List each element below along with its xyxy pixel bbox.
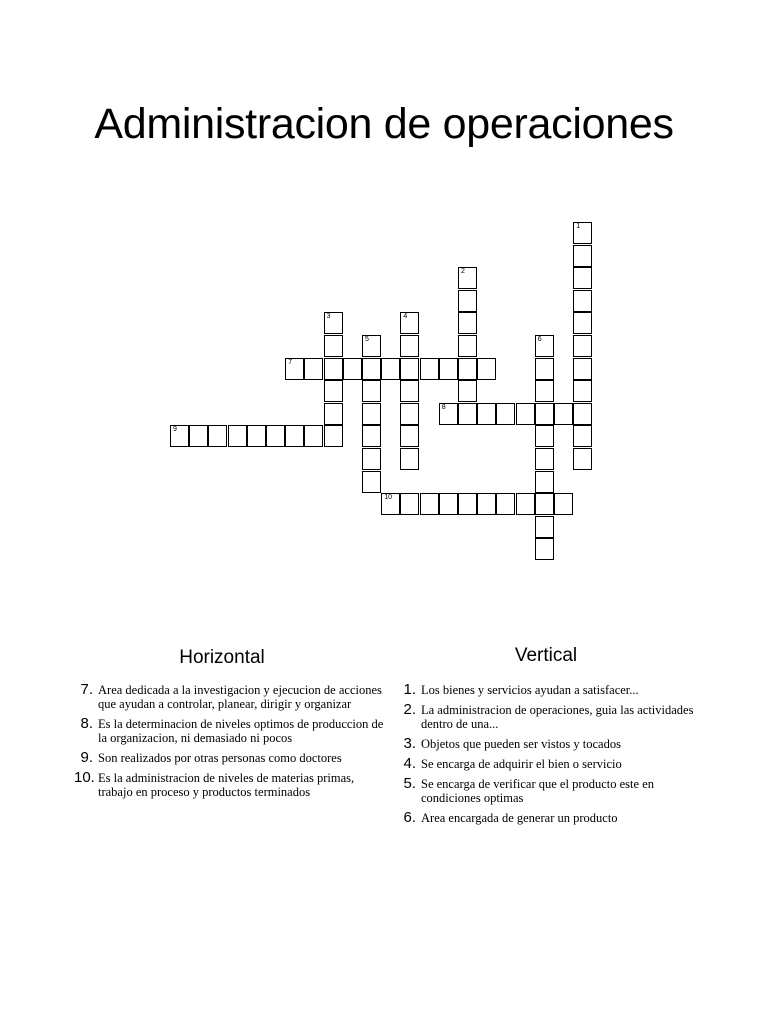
clue-text: Se encarga de verificar que el producto este en condiciones optimas [421,777,654,805]
crossword-cell[interactable] [439,403,458,425]
crossword-cell[interactable] [362,380,381,402]
clue-vertical-6 [397,811,707,825]
clue-text: Es la determinacion de niveles optimos de produccion de la organizacion, ni demasiado ni pocos [98,717,384,745]
crossword-cell[interactable] [304,358,323,380]
crossword-cell[interactable] [420,493,439,515]
crossword-cell[interactable] [496,403,515,425]
crossword-cell[interactable] [477,358,496,380]
clue-number: 6. [403,809,416,826]
crossword-cell[interactable] [381,493,400,515]
cell-number: 10 [384,494,392,502]
crossword-cell[interactable] [535,493,554,515]
crossword-cell[interactable] [458,380,477,402]
crossword-cell[interactable] [285,358,304,380]
clue-vertical-1 [397,683,707,697]
crossword-cell[interactable] [458,358,477,380]
clue-text: Area dedicada a la investigacion y ejecucion de acciones que ayudan a controlar, planear, dirigir y organizar [98,683,382,711]
clue-text: Se encarga de adquirir el bien o servicio [421,757,622,771]
clue-number: 10. [74,769,95,786]
clue-number: 8. [80,715,93,732]
crossword-cell[interactable] [573,448,592,470]
crossword-cell[interactable] [285,425,304,447]
crossword-cell[interactable] [343,358,362,380]
crossword-cell[interactable] [458,312,477,334]
crossword-cell[interactable] [324,358,343,380]
crossword-cell[interactable] [573,290,592,312]
crossword-cell[interactable] [535,538,554,560]
crossword-cell[interactable] [304,425,323,447]
crossword-cell[interactable] [324,403,343,425]
crossword-cell[interactable] [496,493,515,515]
clue-number: 5. [403,775,416,792]
clue-number: 9. [80,749,93,766]
clue-vertical-3 [397,737,707,751]
crossword-cell[interactable] [573,335,592,357]
crossword-cell[interactable] [362,335,381,357]
clue-number: 4. [403,755,416,772]
crossword-cell[interactable] [400,493,419,515]
clue-text: Es la administracion de niveles de materias primas, trabajo en proceso y productos terminados [98,771,355,799]
crossword-cell[interactable] [516,403,535,425]
crossword-cell[interactable] [535,380,554,402]
crossword-cell[interactable] [266,425,285,447]
cell-number: 8 [441,403,446,411]
crossword-cell[interactable] [554,403,573,425]
crossword-cell[interactable] [439,493,458,515]
crossword-cell[interactable] [477,493,496,515]
clue-number: 7. [80,681,93,698]
crossword-cell[interactable] [247,425,266,447]
crossword-cell[interactable] [458,335,477,357]
crossword-cell[interactable] [381,358,400,380]
crossword-cell[interactable] [573,358,592,380]
crossword-cell[interactable] [420,358,439,380]
crossword-cell[interactable] [535,471,554,493]
crossword-cell[interactable] [324,335,343,357]
clue-text: La administracion de operaciones, guia las actividades dentro de una... [421,703,694,731]
horizontal-clues [74,683,384,805]
crossword-cell[interactable] [362,425,381,447]
clue-horizontal-10 [74,771,384,799]
crossword-cell[interactable] [400,312,419,334]
crossword-cell[interactable] [573,267,592,289]
crossword-cell[interactable] [228,425,247,447]
crossword-cell[interactable] [535,425,554,447]
crossword-cell[interactable] [573,312,592,334]
crossword-cell[interactable] [400,335,419,357]
crossword-cell[interactable] [362,471,381,493]
clue-horizontal-7 [74,683,384,711]
cell-number: 7 [288,358,293,366]
crossword-cell[interactable] [362,403,381,425]
crossword-cell[interactable] [324,312,343,334]
clue-vertical-2 [397,703,707,731]
crossword-cell[interactable] [573,403,592,425]
crossword-cell[interactable] [573,380,592,402]
crossword-cell[interactable] [189,425,208,447]
crossword-cell[interactable] [573,425,592,447]
crossword-cell[interactable] [573,245,592,267]
cell-number: 4 [403,313,408,321]
clue-vertical-4 [397,757,707,771]
crossword-cell[interactable] [458,493,477,515]
vertical-clues [397,683,707,831]
crossword-cell[interactable] [458,403,477,425]
crossword-cell[interactable] [458,290,477,312]
crossword-cell[interactable] [362,448,381,470]
cell-number: 5 [365,336,369,343]
cell-number: 1 [576,223,581,230]
crossword-cell[interactable] [362,358,381,380]
crossword-cell[interactable] [324,425,343,447]
crossword-cell[interactable] [400,448,419,470]
clue-horizontal-8 [74,717,384,745]
page-title: Administracion de operaciones [94,100,674,148]
crossword-cell[interactable] [554,493,573,515]
crossword-cell[interactable] [439,358,458,380]
crossword-cell[interactable] [535,516,554,538]
crossword-cell[interactable] [170,425,189,447]
vertical-heading: Vertical [514,645,578,666]
crossword-cell[interactable] [400,358,419,380]
crossword-cell[interactable] [477,403,496,425]
crossword-cell[interactable] [573,222,592,244]
cell-number: 2 [461,268,465,276]
crossword-cell[interactable] [535,335,554,357]
horizontal-heading: Horizontal [179,647,265,668]
crossword-cell[interactable] [400,403,419,425]
clue-number: 1. [403,681,416,698]
crossword-cell[interactable] [400,380,419,402]
crossword-cell[interactable] [535,403,554,425]
clue-number: 2. [403,701,416,718]
clue-vertical-5 [397,777,707,805]
cell-number: 3 [326,313,331,321]
clue-text: Objetos que pueden ser vistos y tocados [421,737,621,751]
cell-number: 6 [537,336,542,343]
cell-number: 9 [173,426,177,434]
crossword-cell[interactable] [324,380,343,402]
clue-text: Los bienes y servicios ayudan a satisfacer... [421,683,639,697]
crossword-cell[interactable] [208,425,227,447]
crossword-cell[interactable] [458,267,477,289]
crossword-cell[interactable] [535,358,554,380]
clue-number: 3. [403,735,416,752]
crossword-cell[interactable] [535,448,554,470]
crossword-cell[interactable] [516,493,535,515]
crossword-cell[interactable] [400,425,419,447]
clue-horizontal-9 [74,751,384,765]
clue-text: Son realizados por otras personas como doctores [98,751,342,765]
clue-text: Area encargada de generar un producto [421,811,618,825]
